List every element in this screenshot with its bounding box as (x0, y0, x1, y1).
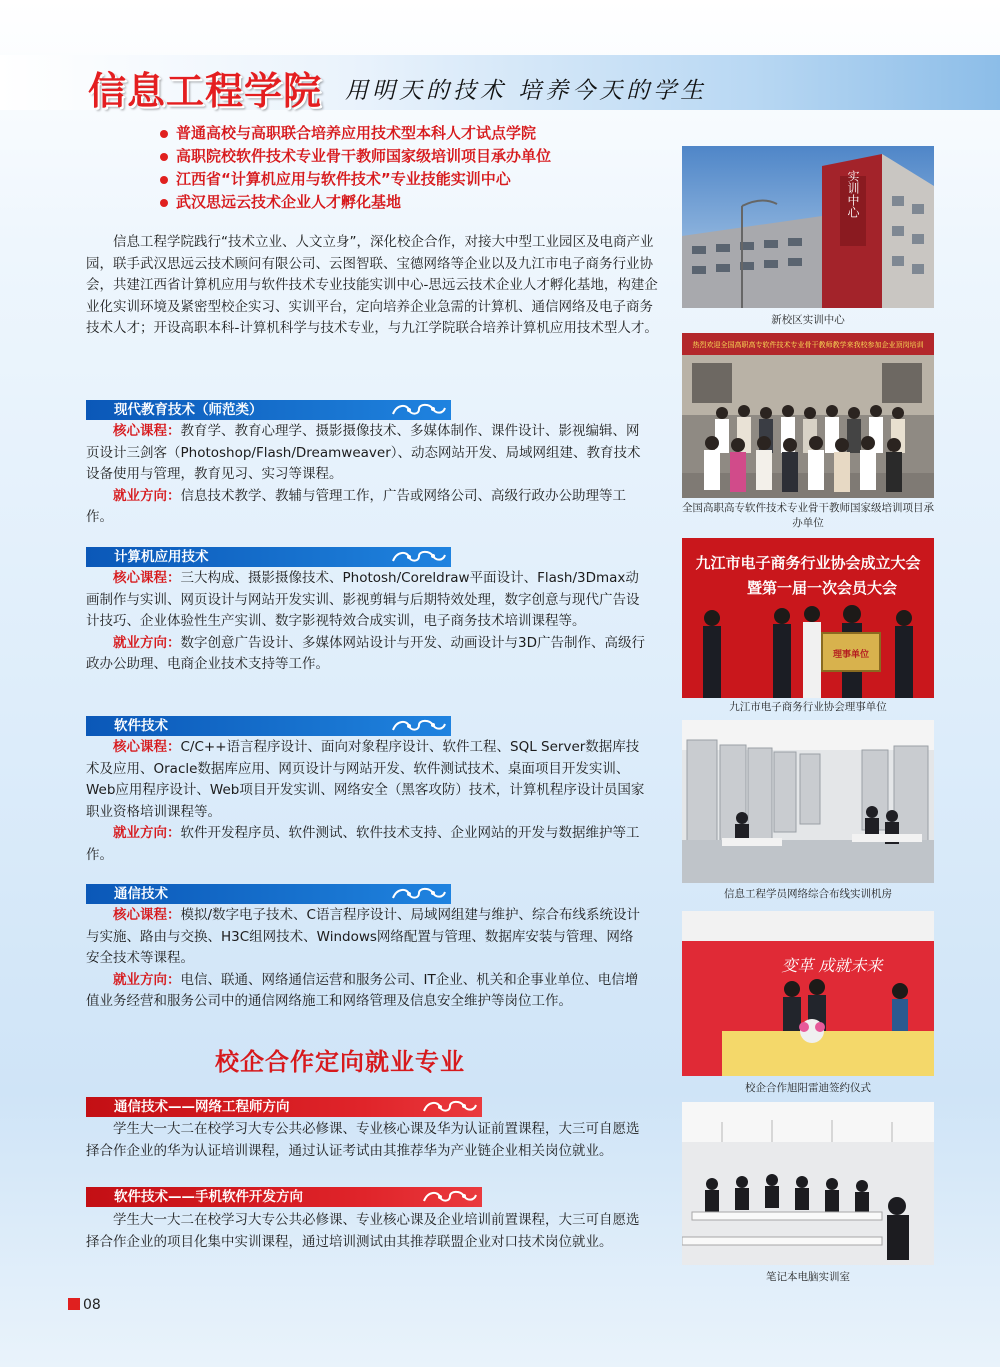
cloud-swirl-icon (389, 549, 449, 565)
conference-banner-sub: 暨第一届一次会员大会 (746, 579, 898, 597)
cloud-swirl-icon (420, 1099, 480, 1115)
section-header-software: 软件技术 (86, 716, 451, 736)
section-header-education-tech: 现代教育技术（师范类） (86, 400, 451, 420)
photo-association-meeting (682, 538, 934, 698)
building-sign: 实训中心 (846, 170, 860, 218)
slogan: 用明天的技术 培养今天的学生 (345, 78, 708, 104)
page-number: 08 (68, 1297, 101, 1313)
coop-header-network: 通信技术——网络工程师方向 (86, 1097, 482, 1117)
intro-paragraph: 信息工程学院践行“技术立业、人文立身”，深化校企合作，对接大中型工业园区及电商产业园，联手武汉思远云技术顾问有限公司、云图智联、宝德网络等企业以及九江市电子商务行业协会，共建江西省计算机应用与软件技术专业技能实训中心-思远云技术企业人才孵化基地，构建企业化实训环境及紧密型校企实习、实训平台，定向培养企业急需的计算机、通信网络及电子商务技术人才；开设高职本科-计算机科学与技术专业，与九江学院联合培养计算机应用技术型人才。 (86, 234, 658, 336)
photo-caption: 全国高职高专软件技术专业骨干教师国家级培训项目承办单位 (682, 502, 934, 529)
cloud-swirl-icon (420, 1189, 480, 1205)
honor-item: 武汉思远云技术企业人才孵化基地 (160, 191, 551, 214)
career-text: 电信、联通、网络通信运营和服务公司、IT企业、机关和企事业单位、电信增值业务经营和服务公司中的通信网络施工和网络管理及信息安全维护等岗位工作。 (86, 971, 639, 1009)
photo-group-training (682, 333, 934, 498)
photo-signing-ceremony (682, 911, 934, 1076)
career-label: 就业方向： (113, 487, 181, 504)
coop-title: 校企合作定向就业专业 (215, 1048, 465, 1076)
section-header-communication: 通信技术 (86, 884, 451, 904)
core-course-label: 核心课程： (113, 570, 181, 586)
section-body-communication (86, 905, 646, 1013)
honor-item: 普通高校与高职联合培养应用技术型本科人才试点学院 (160, 122, 551, 145)
square-marker-icon (68, 1298, 80, 1310)
photo-cabling-lab (682, 720, 934, 883)
cloud-swirl-icon (389, 886, 449, 902)
core-course-text: 三大构成、摄影摄像技术、Photosh/Coreldraw平面设计、Flash/3Dmax动画制作与实训、网页设计与网站开发实训、影视剪辑与后期特效处理，数字创意与现代广告设计技巧、企业体验性生产实训、数字影视特效合成实训，电子商务技术培训课程等。 (86, 570, 640, 629)
bullet-dot-icon (160, 153, 168, 161)
core-course-text: 教育学、教育心理学、摄影摄像技术、多媒体制作、课件设计、影视编辑、网页设计三剑客（Photoshop/Flash/Dreamweaver）、动态网站开发、局域网组建、教育技术设备使用与管理，教育见习、实习等课程。 (86, 423, 641, 482)
photo-laptop-lab (682, 1102, 934, 1265)
photo-caption: 校企合作旭阳雷迪签约仪式 (745, 1082, 871, 1094)
conference-banner: 九江市电子商务行业协会成立大会 (695, 554, 921, 572)
coop-header-mobile: 软件技术——手机软件开发方向 (86, 1187, 482, 1207)
career-text: 信息技术教学、教辅与管理工作，广告或网络公司、高级行政办公助理等工作。 (86, 487, 626, 525)
plaque-text: 理事单位 (832, 650, 870, 660)
cloud-swirl-icon (389, 718, 449, 734)
bullet-dot-icon (160, 176, 168, 184)
bullet-dot-icon (160, 130, 168, 138)
photo-caption: 新校区实训中心 (771, 314, 845, 326)
core-course-label: 核心课程： (113, 423, 181, 439)
photo-caption: 九江市电子商务行业协会理事单位 (729, 701, 887, 713)
section-body-computer-app (86, 568, 646, 676)
ceremony-banner: 变革 成就未来 (781, 956, 883, 975)
career-label: 就业方向： (113, 825, 181, 841)
photo-training-center (682, 146, 934, 308)
section-body-software (86, 737, 646, 866)
section-header-computer-app: 计算机应用技术 (86, 547, 451, 567)
cloud-swirl-icon (389, 402, 449, 418)
core-course-text: 模拟/数字电子技术、C语言程序设计、局域网组建与维护、综合布线系统设计与实施、路由与交换、H3C组网技术、Windows网络配置与管理、数据库安装与管理、网络安全技术等课程。 (86, 907, 640, 966)
core-course-text: C/C++语言程序设计、面向对象程序设计、软件工程、SQL Server数据库技术及应用、Oracle数据库应用、网页设计与网站开发、软件测试技术、桌面项目开发实训、Web应用程序设计、Web项目开发实训、网络安全（黑客攻防）技术，计算机程序设计员国家职业资格培训课程等。 (86, 739, 645, 820)
core-course-label: 核心课程： (113, 907, 181, 923)
honor-list (160, 122, 551, 214)
honor-item: 高职院校软件技术专业骨干教师国家级培训项目承办单位 (160, 145, 551, 168)
career-text: 软件开发程序员、软件测试、软件技术支持、企业网站的开发与数据维护等工作。 (86, 825, 640, 863)
core-course-label: 核心课程： (113, 739, 181, 755)
career-text: 数字创意广告设计、多媒体网站设计与开发、动画设计与3D广告制作、高级行政办公助理、电商企业技术支持等工作。 (86, 634, 645, 672)
photo-caption: 信息工程学员网络综合布线实训机房 (724, 888, 892, 900)
honor-item: 江西省“计算机应用与软件技术”专业技能实训中心 (160, 168, 551, 191)
coop-body-network: 学生大一大二在校学习大专公共必修课、专业核心课及华为认证前置课程，大三可自愿选择合作企业的华为认证培训课程，通过认证考试由其推荐华为产业链企业相关岗位就业。 (86, 1121, 640, 1159)
page-title: 信息工程学院 (88, 69, 323, 113)
bullet-dot-icon (160, 199, 168, 207)
career-label: 就业方向： (113, 971, 181, 988)
career-label: 就业方向： (113, 634, 181, 651)
welcome-banner: 热烈欢迎全国高职高专软件技术专业骨干教师教学来我校参加企业顶岗培训 (692, 341, 924, 349)
coop-body-mobile: 学生大一大二在校学习大专公共必修课、专业核心课及企业培训前置课程，大三可自愿选择合作企业的项目化集中实训课程，通过培训测试由其推荐联盟企业对口技术岗位就业。 (86, 1212, 640, 1250)
section-body-education-tech (86, 421, 646, 529)
photo-caption: 笔记本电脑实训室 (766, 1271, 850, 1283)
